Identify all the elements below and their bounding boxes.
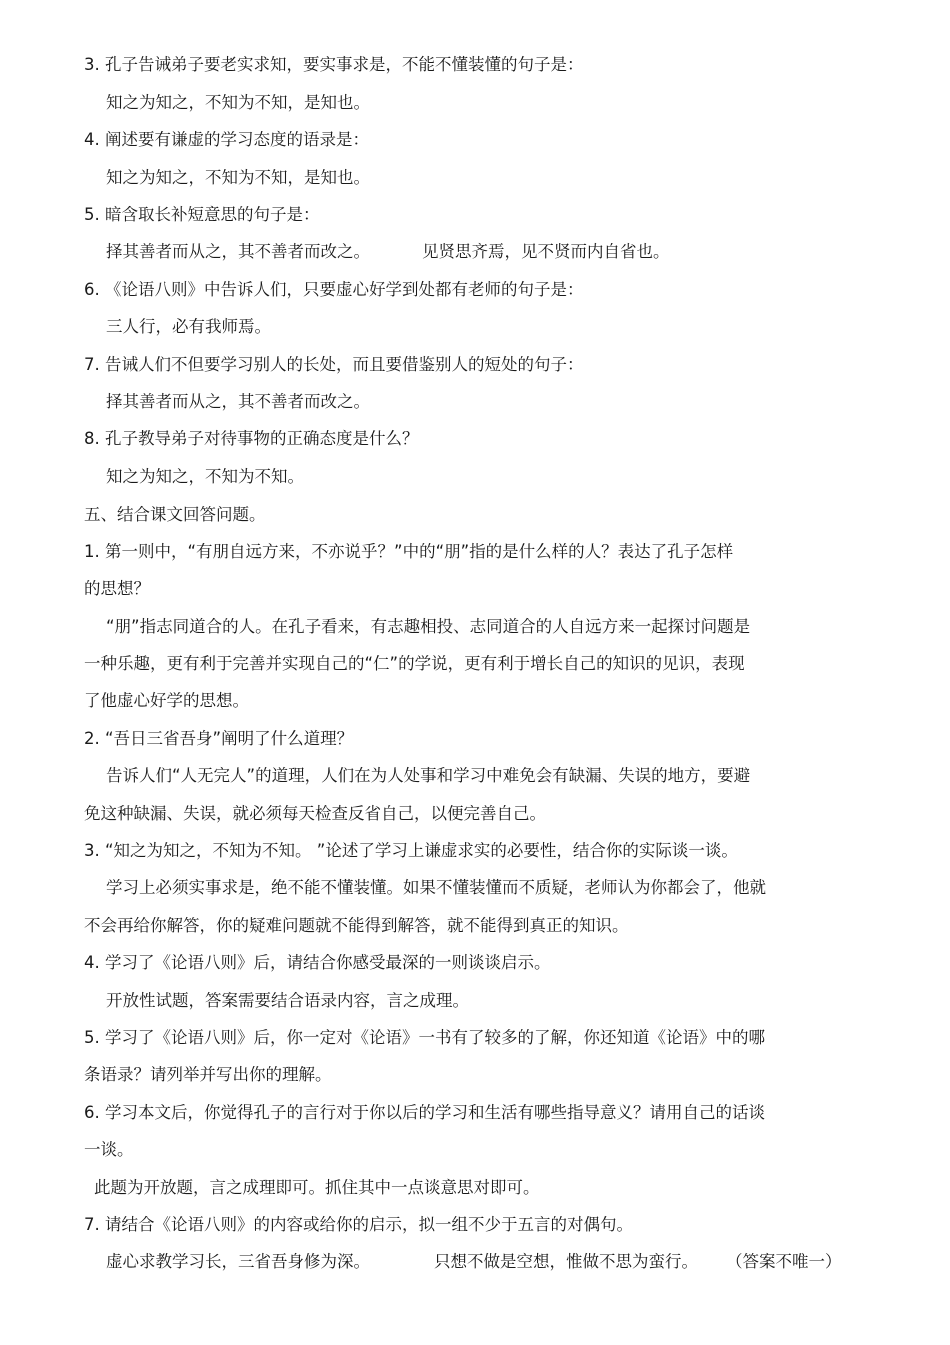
question-6: 6. 《论语八则》中告诉人们，只要虚心好学到处都有老师的句子是： — [84, 280, 584, 299]
a5-2-line-2: 免这种缺漏、失误，就必须每天检查反省自己，以便完善自己。 — [84, 804, 546, 823]
a5-1-line-2: 一种乐趣，更有利于完善并实现自己的“仁”的学说，更有利于增长自己的知识的见识，表现 — [84, 654, 745, 673]
a5-4: 开放性试题，答案需要结合语录内容，言之成理。 — [106, 991, 469, 1010]
a5-7-couplet-2: 只想不做是空想，惟做不思为蛮行。 — [434, 1252, 698, 1271]
question-3: 3. 孔子告诫弟子要老实求知，要实事求是，不能不懂装懂的句子是： — [84, 55, 584, 74]
q5-1-line-1: 1. 第一则中，“有朋自远方来，不亦说乎？”中的“朋”指的是什么样的人？表达了孔子怎样 — [84, 542, 734, 561]
q5-2: 2. “吾日三省吾身”阐明了什么道理？ — [84, 729, 354, 748]
question-7: 7. 告诫人们不但要学习别人的长处，而且要借鉴别人的短处的句子： — [84, 355, 584, 374]
answer-7: 择其善者而从之，其不善者而改之。 — [106, 392, 370, 411]
question-8: 8. 孔子教导弟子对待事物的正确态度是什么？ — [84, 429, 419, 448]
a5-2-line-1: 告诉人们“人无完人”的道理，人们在为人处事和学习中难免会有缺漏、失误的地方，要避 — [106, 766, 751, 785]
q5-3: 3. “知之为知之，不知为不知。 ”论述了学习上谦虚求实的必要性，结合你的实际谈一谈。 — [84, 841, 738, 860]
answer-5-part-1: 择其善者而从之，其不善者而改之。 — [106, 242, 370, 261]
a5-1-line-3: 了他虚心好学的思想。 — [84, 691, 249, 710]
answer-4: 知之为知之，不知为不知，是知也。 — [106, 168, 370, 187]
answer-5 — [106, 241, 670, 263]
question-4: 4. 阐述要有谦虚的学习态度的语录是： — [84, 130, 369, 149]
q5-5-line-1: 5. 学习了《论语八则》后，你一定对《论语》一书有了较多的了解，你还知道《论语》中的哪 — [84, 1028, 765, 1047]
answer-3: 知之为知之，不知为不知，是知也。 — [106, 93, 370, 112]
a5-3-line-1: 学习上必须实事求是，绝不能不懂装懂。如果不懂装懂而不质疑，老师认为你都会了，他就 — [106, 878, 766, 897]
answer-5-part-2: 见贤思齐焉，见不贤而内自省也。 — [422, 242, 670, 261]
a5-3-line-2: 不会再给你解答，你的疑难问题就不能得到解答，就不能得到真正的知识。 — [84, 916, 629, 935]
a5-7-note: （答案不唯一） — [726, 1252, 842, 1271]
q5-6-line-1: 6. 学习本文后，你觉得孔子的言行对于你以后的学习和生活有哪些指导意义？请用自己的话谈 — [84, 1103, 765, 1122]
section-heading-5: 五、结合课文回答问题。 — [84, 505, 266, 524]
a5-7-couplet-1: 虚心求教学习长，三省吾身修为深。 — [106, 1252, 370, 1271]
a5-6: 此题为开放题，言之成理即可。抓住其中一点谈意思对即可。 — [94, 1178, 540, 1197]
a5-1-line-1: “朋”指志同道合的人。在孔子看来，有志趣相投、志同道合的人自远方来一起探讨问题是 — [106, 617, 751, 636]
q5-1-line-2: 的思想？ — [84, 579, 150, 598]
q5-6-line-2: 一谈。 — [84, 1140, 134, 1159]
q5-7: 7. 请结合《论语八则》的内容或给你的启示，拟一组不少于五言的对偶句。 — [84, 1215, 633, 1234]
q5-5-line-2: 条语录？请列举并写出你的理解。 — [84, 1065, 332, 1084]
answer-8: 知之为知之，不知为不知。 — [106, 467, 304, 486]
q5-4: 4. 学习了《论语八则》后，请结合你感受最深的一则谈谈启示。 — [84, 953, 551, 972]
question-5: 5. 暗含取长补短意思的句子是： — [84, 205, 320, 224]
answer-6: 三人行，必有我师焉。 — [106, 317, 271, 336]
a5-7 — [106, 1251, 842, 1273]
